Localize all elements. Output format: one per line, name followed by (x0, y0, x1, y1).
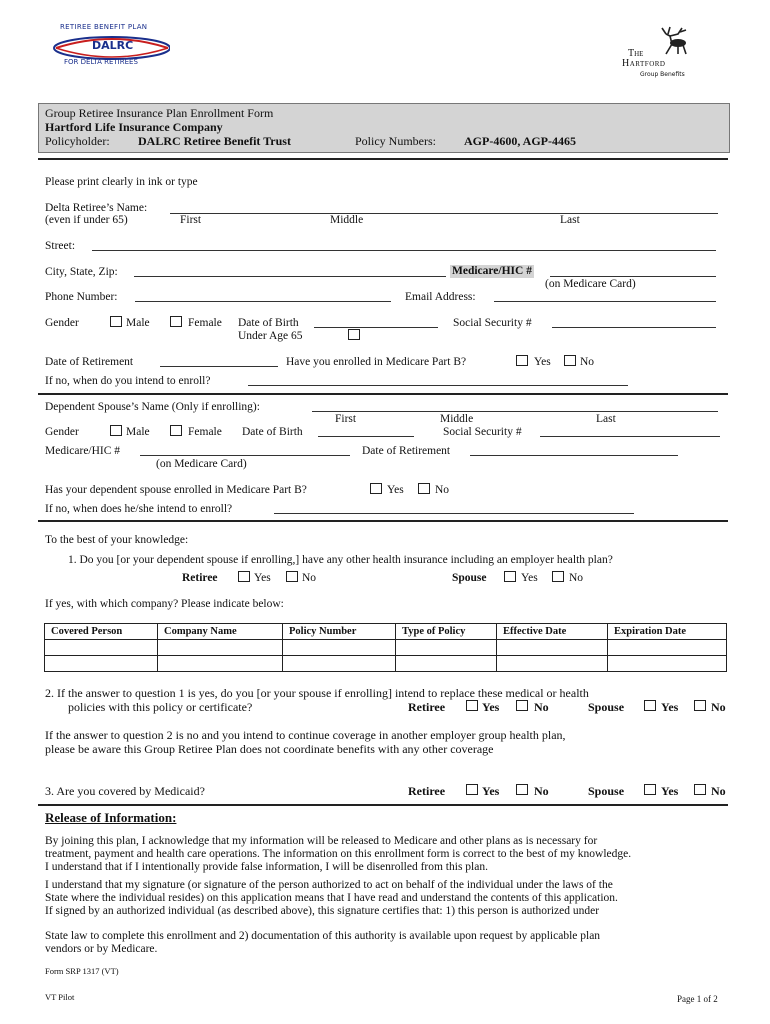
table-cell[interactable] (396, 640, 497, 656)
spouse-medicare-note: (on Medicare Card) (156, 458, 247, 470)
col-policy-number: Policy Number (283, 624, 396, 640)
q2-retiree-no-label: No (534, 700, 549, 714)
q3-retiree-no-label: No (534, 784, 549, 798)
company-name: Hartford Life Insurance Company (45, 120, 223, 134)
q1-spouse-yes-label: Yes (521, 572, 538, 584)
table-cell[interactable] (497, 656, 608, 672)
spouse-medicare-field[interactable] (140, 455, 350, 456)
q2-spouse-yes-checkbox[interactable] (644, 700, 656, 711)
spouse-partb-no-checkbox[interactable] (418, 483, 430, 494)
q2-spouse-no-checkbox[interactable] (694, 700, 706, 711)
spouse-retirement-label: Date of Retirement (362, 445, 451, 457)
q1-spouse-yes-checkbox[interactable] (504, 571, 516, 582)
q1-spouse-no-label: No (569, 572, 584, 584)
spouse-enroll-when-label: If no, when does he/she intend to enroll? (45, 503, 233, 515)
partb-yes-label: Yes (534, 356, 551, 368)
table-cell[interactable] (45, 656, 158, 672)
header-rule (38, 158, 728, 160)
email-label: Email Address: (405, 291, 476, 303)
spouse-first-label: First (335, 413, 357, 425)
under65-label: Under Age 65 (238, 330, 303, 342)
release-p2-line3: If signed by an authorized individual (as described above), this signature certifies that: 1) this person is authorized under (45, 905, 600, 917)
col-effective-date: Effective Date (497, 624, 608, 640)
retiree-last-label: Last (560, 214, 580, 226)
vt-pilot: VT Pilot (45, 992, 75, 1002)
stag-icon (656, 26, 692, 56)
spouse-enroll-when-field[interactable] (274, 513, 634, 514)
hartford-logo-name: Hartford (622, 58, 666, 69)
question-1: 1. Do you [or your dependent spouse if enrolling,] have any other health insurance including an employer health plan? (68, 554, 613, 566)
release-p1-line3: I understand that if I intentionally provide false information, I will be disenrolled from this plan. (45, 861, 488, 873)
spouse-ssn-label: Social Security # (443, 426, 522, 438)
retiree-name-field[interactable] (170, 213, 718, 214)
spouse-partb-question: Has your dependent spouse enrolled in Medicare Part B? (45, 484, 307, 496)
col-expiration-date: Expiration Date (608, 624, 727, 640)
q2-retiree-yes-checkbox[interactable] (466, 700, 478, 711)
release-p1-line1: By joining this plan, I acknowledge that my information will be released to Medicare and other plans as is necessary for (45, 835, 598, 847)
retirement-label: Date of Retirement (45, 356, 134, 368)
enroll-when-label: If no, when do you intend to enroll? (45, 375, 211, 387)
under65-checkbox[interactable] (348, 329, 360, 340)
gender-label: Gender (45, 317, 79, 329)
q2-spouse-yes-label: Yes (661, 700, 679, 714)
enroll-when-field[interactable] (248, 385, 628, 386)
partb-no-checkbox[interactable] (564, 355, 576, 366)
q1-retiree-yes-checkbox[interactable] (238, 571, 250, 582)
policyholder-label: Policyholder: (45, 134, 110, 148)
q2-spouse-no-label: No (711, 700, 726, 714)
release-p2-line2: State where the individual resides) on this application means that I have read and understand the contents of this application. (45, 892, 618, 904)
partb-yes-checkbox[interactable] (516, 355, 528, 366)
spouse-name-label: Dependent Spouse’s Name (Only if enrolling): (45, 401, 260, 413)
hartford-logo-sub: Group Benefits (640, 71, 685, 78)
ssn-field[interactable] (552, 327, 716, 328)
form-title: Group Retiree Insurance Plan Enrollment Form (45, 106, 274, 120)
table-cell[interactable] (283, 656, 396, 672)
q3-spouse-yes-label: Yes (661, 784, 679, 798)
table-cell[interactable] (396, 656, 497, 672)
policy-numbers-label: Policy Numbers: (355, 134, 436, 148)
table-header-row (45, 624, 727, 640)
q3-retiree-yes-label: Yes (482, 784, 500, 798)
medicare-field[interactable] (550, 276, 716, 277)
table-cell[interactable] (158, 656, 283, 672)
medicare-label: Medicare/HIC # (452, 265, 532, 277)
spouse-female-checkbox[interactable] (170, 425, 182, 436)
hartford-logo (622, 26, 692, 82)
release-p3-line2: vendors or by Medicare. (45, 943, 158, 955)
spouse-dob-label: Date of Birth (242, 426, 303, 438)
partb-question: Have you enrolled in Medicare Part B? (286, 356, 467, 368)
retiree-name-note: (even if under 65) (45, 214, 128, 226)
q1-spouse-label: Spouse (452, 572, 487, 584)
spouse-partb-yes-checkbox[interactable] (370, 483, 382, 494)
female-label: Female (188, 317, 222, 329)
spouse-ssn-field[interactable] (540, 436, 720, 437)
page-number: Page 1 of 2 (677, 994, 718, 1004)
q3-retiree-label: Retiree (408, 784, 446, 798)
q3-spouse-no-checkbox[interactable] (694, 784, 706, 795)
q3-spouse-yes-checkbox[interactable] (644, 784, 656, 795)
spouse-retirement-field[interactable] (470, 455, 678, 456)
male-label: Male (126, 317, 150, 329)
question-2-line1: 2. If the answer to question 1 is yes, do you [or your spouse if enrolling] intend to replace these medical or health (45, 686, 589, 700)
release-p2-line1: I understand that my signature (or signature of the person authorized to act on behalf of the individual under the laws of the (45, 879, 613, 891)
spouse-middle-label: Middle (440, 413, 474, 425)
phone-label: Phone Number: (45, 291, 118, 303)
col-type-of-policy: Type of Policy (396, 624, 497, 640)
section-rule-1 (38, 393, 728, 395)
dob-label: Date of Birth (238, 317, 299, 329)
q2-note-line2: please be aware this Group Retiree Plan does not coordinate benefits with any other coverage (45, 742, 494, 756)
q2-note-line1: If the answer to question 2 is no and you intend to continue coverage in another employer group health plan, (45, 728, 566, 742)
form-number: Form SRP 1317 (VT) (45, 966, 119, 976)
release-p3-line1: State law to complete this enrollment and 2) documentation of this authority is available upon request by applicable plan (45, 930, 601, 942)
q3-retiree-yes-checkbox[interactable] (466, 784, 478, 795)
table-cell[interactable] (608, 640, 727, 656)
release-p1-line2: treatment, payment and health care operations. The information on this enrollment form is correct to the best of my knowledge. (45, 848, 632, 860)
col-covered-person: Covered Person (45, 624, 158, 640)
q2-retiree-yes-label: Yes (482, 700, 500, 714)
which-company-label: If yes, with which company? Please indicate below: (45, 598, 284, 610)
dalrc-logo (52, 24, 170, 68)
q2-retiree-no-checkbox[interactable] (516, 700, 528, 711)
street-field[interactable] (92, 250, 716, 251)
spouse-dob-field[interactable] (318, 436, 414, 437)
dob-field[interactable] (314, 327, 438, 328)
spouse-female-label: Female (188, 426, 222, 438)
retiree-name-label: Delta Retiree’s Name: (45, 202, 148, 214)
city-field[interactable] (134, 276, 446, 277)
q3-spouse-label: Spouse (588, 784, 625, 798)
retirement-field[interactable] (160, 366, 278, 367)
question-3: 3. Are you covered by Medicaid? (45, 784, 205, 798)
question-2-line2: policies with this policy or certificate? (68, 700, 253, 714)
spouse-male-label: Male (126, 426, 150, 438)
q1-retiree-no-label: No (302, 572, 317, 584)
spouse-gender-label: Gender (45, 426, 79, 438)
medicare-note: (on Medicare Card) (545, 278, 636, 290)
spouse-partb-no-label: No (435, 484, 450, 496)
policy-numbers-value: AGP-4600, AGP-4465 (464, 134, 576, 148)
section-rule-3 (38, 804, 728, 806)
q3-retiree-no-checkbox[interactable] (516, 784, 528, 795)
q1-spouse-no-checkbox[interactable] (552, 571, 564, 582)
q3-spouse-no-label: No (711, 784, 726, 798)
email-field[interactable] (494, 301, 716, 302)
table-cell[interactable] (158, 640, 283, 656)
spouse-partb-yes-label: Yes (387, 484, 404, 496)
q2-spouse-label: Spouse (588, 700, 625, 714)
spouse-medicare-label: Medicare/HIC # (45, 445, 121, 457)
ssn-label: Social Security # (453, 317, 532, 329)
spouse-last-label: Last (596, 413, 616, 425)
q1-retiree-no-checkbox[interactable] (286, 571, 298, 582)
instructions: Please print clearly in ink or type (45, 176, 198, 188)
policyholder-value: DALRC Retiree Benefit Trust (138, 134, 291, 148)
table-row (45, 656, 727, 672)
table-cell[interactable] (608, 656, 727, 672)
city-label: City, State, Zip: (45, 266, 118, 278)
questions-intro: To the best of your knowledge: (45, 534, 189, 546)
table-cell[interactable] (283, 640, 396, 656)
table-cell[interactable] (497, 640, 608, 656)
dalrc-logo-name: DALRC (92, 39, 134, 52)
table-row (45, 640, 727, 656)
section-rule-2 (38, 520, 728, 522)
q1-retiree-yes-label: Yes (254, 572, 271, 584)
spouse-name-field[interactable] (312, 411, 718, 412)
spouse-male-checkbox[interactable] (110, 425, 122, 436)
phone-field[interactable] (135, 301, 391, 302)
release-heading: Release of Information: (45, 810, 177, 825)
male-checkbox[interactable] (110, 316, 122, 327)
retiree-middle-label: Middle (330, 214, 364, 226)
retiree-first-label: First (180, 214, 202, 226)
q1-retiree-label: Retiree (182, 572, 218, 584)
partb-no-label: No (580, 356, 595, 368)
hartford-logo-the: The (628, 48, 644, 59)
other-coverage-table (44, 623, 727, 672)
street-label: Street: (45, 240, 76, 252)
dalrc-logo-bottom-text: FOR DELTA RETIREES (64, 58, 138, 66)
dalrc-logo-top-text: RETIREE BENEFIT PLAN (60, 23, 148, 31)
col-company-name: Company Name (158, 624, 283, 640)
q2-retiree-label: Retiree (408, 700, 446, 714)
female-checkbox[interactable] (170, 316, 182, 327)
table-cell[interactable] (45, 640, 158, 656)
